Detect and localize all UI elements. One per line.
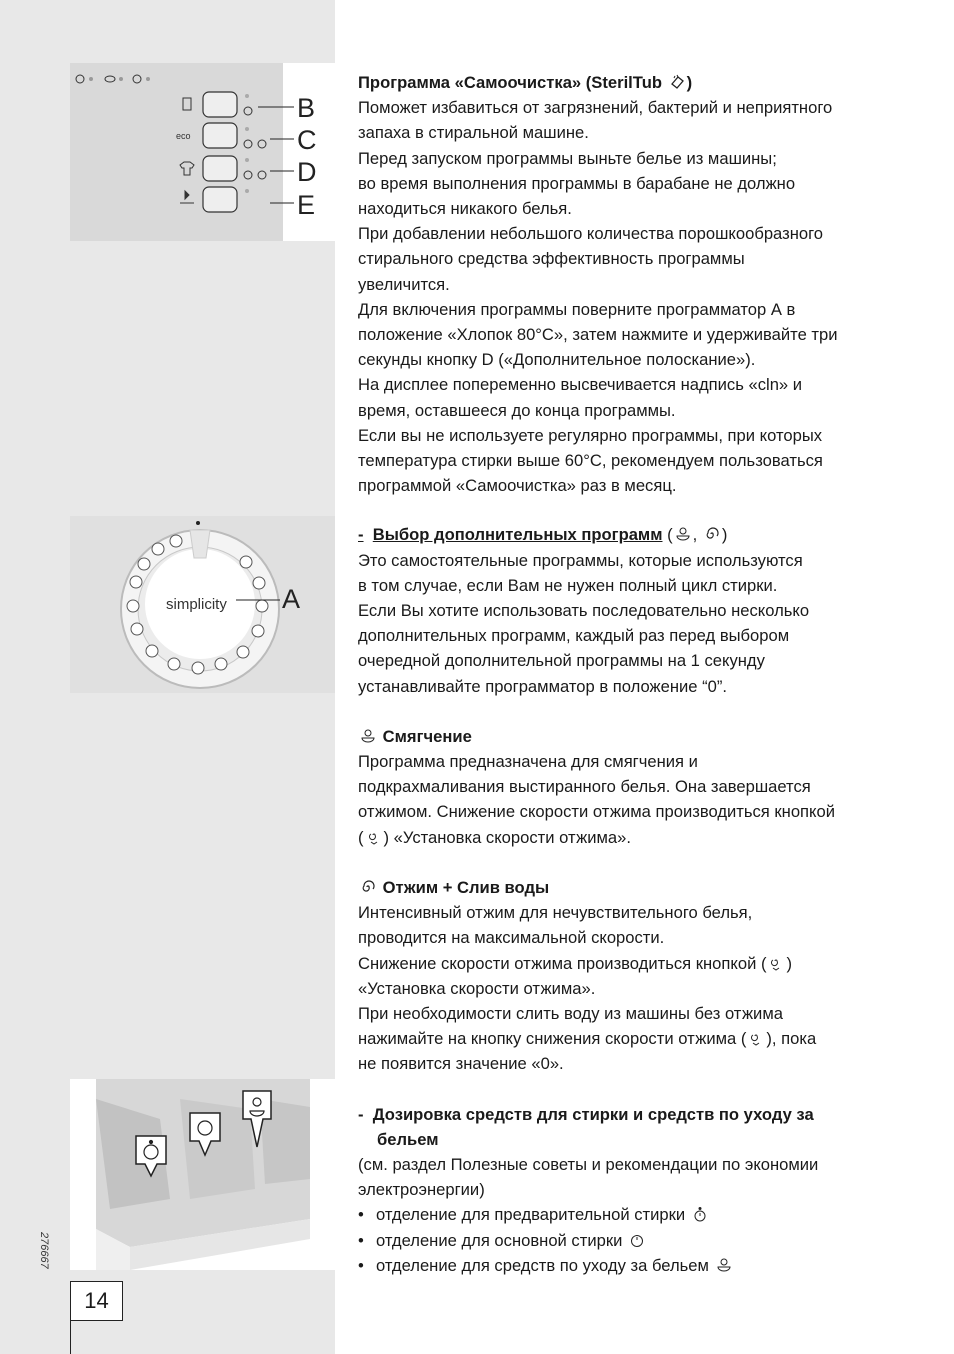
text-line: При добавлении небольшого количества порошкообразного <box>358 224 824 244</box>
softener-flower-icon <box>716 1255 732 1271</box>
text-line: Перед запуском программы выньте белье из машины; <box>358 148 777 168</box>
section-dosing-title <box>358 1102 898 1127</box>
paren-close: ) <box>721 525 728 545</box>
main-text <box>358 70 898 1278</box>
spin-drain-title-text: Отжим + Слив воды <box>382 877 550 897</box>
list-item-text: отделение для средств по уходу за бельем <box>376 1255 709 1275</box>
title-dash: - <box>358 1104 364 1124</box>
text-line: в том случае, если Вам не нужен полный цикл стирки. <box>358 575 778 595</box>
control-panel-drawing <box>70 63 335 241</box>
mainwash-icon <box>629 1230 645 1246</box>
dosing-title-line1: Дозировка средств для стирки и средств по уходу за <box>372 1104 814 1124</box>
spin-speed-button-icon <box>768 953 784 969</box>
text-line: Это самостоятельные программы, которые используются <box>358 550 803 570</box>
program-dial-figure <box>70 516 335 693</box>
text-fragment: нажимайте на кнопку снижения скорости отжима ( <box>358 1029 747 1049</box>
text-fragment: ) <box>786 953 793 973</box>
spin-speed-button-icon <box>366 827 382 843</box>
text-line: подкрахмаливания выстиранного белья. Она завершается <box>358 777 811 797</box>
text-line <box>358 951 898 976</box>
compartment-list <box>358 1202 898 1278</box>
detergent-drawer-drawing <box>70 1079 335 1270</box>
softener-flower-icon <box>360 726 376 742</box>
title-dash: - <box>358 525 364 545</box>
program-dial-drawing <box>70 516 335 693</box>
text-line <box>358 825 898 850</box>
prewash-icon <box>692 1204 708 1220</box>
detergent-drawer-figure <box>70 1079 335 1270</box>
text-line: При необходимости слить воду из машины без отжима <box>358 1003 783 1023</box>
steriltub-title-text: Программа «Самоочистка» (SterilTub <box>358 73 662 92</box>
extra-programs-title-text: Выбор дополнительных программ <box>372 525 663 545</box>
text-line: находиться никакого белья. <box>358 199 572 219</box>
list-item <box>358 1228 898 1253</box>
text-line: Программа предназначена для смягчения и <box>358 752 698 772</box>
text-line: «Установка скорости отжима». <box>358 978 596 998</box>
comma: , <box>692 525 698 545</box>
section-extra-programs-title <box>358 522 898 547</box>
eco-label: eco <box>176 131 191 141</box>
softening-title-text: Смягчение <box>382 726 472 746</box>
text-line: Интенсивный отжим для нечувствительного белья, <box>358 903 753 923</box>
text-fragment: ), пока <box>766 1029 817 1049</box>
text-line: не появится значение «0». <box>358 1054 564 1074</box>
spin-spiral-icon <box>704 524 720 540</box>
text-line: запаха в стиральной машине. <box>358 123 589 143</box>
paren-open: ( <box>358 827 364 847</box>
text-line: дополнительных программ, каждый раз перед выбором <box>358 626 790 646</box>
section-steriltub-title <box>358 70 898 95</box>
text-line: Для включения программы поверните программатор А в <box>358 299 796 319</box>
text-line: очередной дополнительной программы на 1 секунду <box>358 651 765 671</box>
document-code: 276667 <box>38 1232 50 1269</box>
steriltub-icon <box>669 72 685 88</box>
label-c: C <box>297 125 317 155</box>
text-line: На дисплее попеременно высвечивается надпись «cln» и <box>358 375 803 395</box>
dosing-title-line2: бельем <box>377 1129 439 1149</box>
label-e: E <box>297 190 316 220</box>
label-b: B <box>297 93 316 123</box>
text-line: Если Вы хотите использовать последовательно несколько <box>358 601 810 621</box>
dial-brand: simplicity <box>166 596 227 613</box>
softener-flower-icon <box>675 524 691 540</box>
label-a: A <box>282 584 301 614</box>
section-softening-title <box>358 724 898 749</box>
spin-spiral-icon <box>360 877 376 893</box>
page-number-rule <box>70 1319 71 1354</box>
text-line: устанавливайте программатор в положение “0”. <box>358 676 727 696</box>
text-line: проводится на максимальной скорости. <box>358 928 665 948</box>
control-panel-figure <box>70 63 335 241</box>
list-item-text: отделение для предварительной стирки <box>376 1205 686 1225</box>
text-line: положение «Хлопок 80°С», затем нажмите и удерживайте три <box>358 325 838 345</box>
text-line: увеличится. <box>358 274 450 294</box>
page-number: 14 <box>70 1281 123 1321</box>
paren-open: ( <box>667 525 673 545</box>
text-line: (см. раздел Полезные советы и рекомендации по экономии <box>358 1154 819 1174</box>
text-line <box>358 1026 898 1051</box>
list-item-text: отделение для основной стирки <box>376 1230 623 1250</box>
text-line: электроэнергии) <box>358 1180 485 1200</box>
text-line: программой «Самоочистка» раз в месяц. <box>358 476 677 496</box>
section-spin-drain-title <box>358 875 898 900</box>
text-line: стирального средства эффективность программы <box>358 249 745 269</box>
steriltub-title-close: ) <box>686 73 693 92</box>
text-line: время, оставшееся до конца программы. <box>358 400 676 420</box>
spin-speed-button-icon <box>748 1028 764 1044</box>
text-line: секунды кнопку D («Дополнительное полоскание»). <box>358 350 756 370</box>
section-steriltub-body <box>358 95 898 498</box>
text-line: во время выполнения программы в барабане не должно <box>358 173 796 193</box>
list-item <box>358 1202 898 1227</box>
text-line: отжимом. Снижение скорости отжима производиться кнопкой <box>358 802 835 822</box>
text-fragment: ) «Установка скорости отжима». <box>383 827 632 847</box>
label-d: D <box>297 157 317 187</box>
list-item <box>358 1253 898 1278</box>
text-line: температура стирки выше 60°С, рекомендуем пользоваться <box>358 451 823 471</box>
text-line: Поможет избавиться от загрязнений, бактерий и неприятного <box>358 98 833 118</box>
text-line: Если вы не используете регулярно программы, при которых <box>358 425 823 445</box>
text-fragment: Снижение скорости отжима производиться кнопкой ( <box>358 953 767 973</box>
